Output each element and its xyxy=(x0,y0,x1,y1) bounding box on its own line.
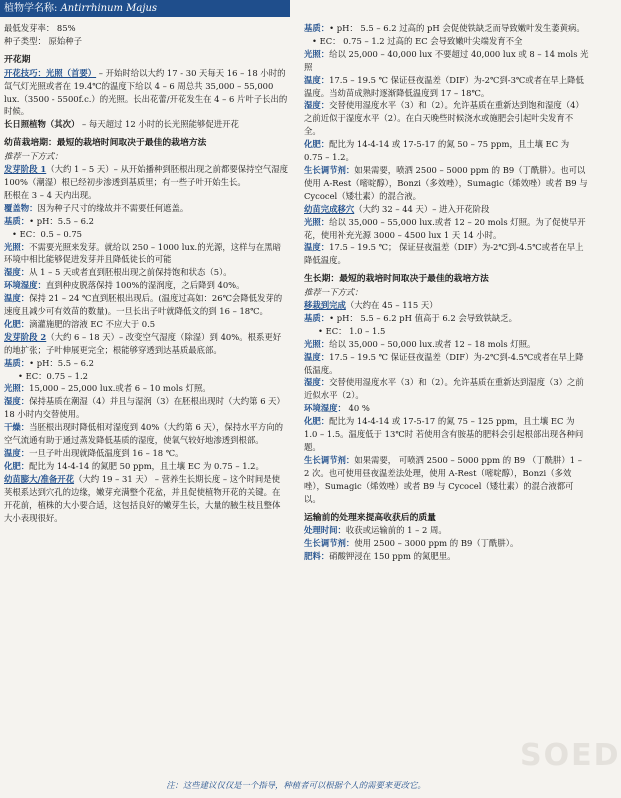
paragraph xyxy=(304,164,589,203)
paragraph-text: 给以 25,000 – 40,000 lux 不要超过 40,000 lux 或 8 – 14 mols 光照 xyxy=(304,48,589,72)
term-label: 生长调节剂： xyxy=(304,164,355,175)
term-label: 光照： xyxy=(304,338,330,349)
paragraph-text: • pH：5.5 – 6.2 xyxy=(29,357,94,368)
term-label: 温度： xyxy=(304,74,330,85)
paragraph-text: 如果需要，喷洒 2500 – 5000 ppm 的 B9（丁酰肼）。也可以使用 A-Rest（嘧啶醇），Bonzi（多效唑），Sumagic（烯效唑）或者 B9 与 Cycocel（矮壮素）的混合液。 xyxy=(304,164,588,201)
paragraph-text: 开花期 xyxy=(4,54,31,65)
term-label: 湿度： xyxy=(304,377,330,388)
paragraph-text: 硝酸钾浸在 150 ppm 的氮肥里。 xyxy=(329,551,456,562)
left-column xyxy=(4,22,288,524)
term-label: 幼苗膨大/准备开花 xyxy=(4,473,75,484)
paragraph xyxy=(304,138,589,164)
paragraph xyxy=(4,189,288,202)
paragraph-text: 给以 35,000 – 50,000 lux.或者 12 – 18 mols 灯照。 xyxy=(329,338,536,349)
paragraph xyxy=(4,266,288,279)
term-label: 光照： xyxy=(4,241,30,252)
paragraph xyxy=(4,241,288,267)
paragraph xyxy=(304,524,589,537)
paragraph-text: 胚根在 3 – 4 天内出现。 xyxy=(4,189,97,200)
paragraph-text: 保持基质在潮湿（4）并且与湿润（3）在胚根出现时（大约第 6 天）18 小时内交替使用。 xyxy=(4,396,285,420)
paragraph-text: 配比为 14-4-14 或 17-5-17 的氮 75 – 125 ppm，且土壤 EC 为 1.0 – 1.5。温度低于 13℃时 若使用含有胺基的肥料会引起根部出现各种问题。 xyxy=(304,416,584,452)
paragraph-text: 17.5 – 19.5 ℃ 保证昼夜温差（DIF）为-2℃到-4.5℃或者在早上降低温度。 xyxy=(304,351,584,375)
paragraph xyxy=(304,415,589,454)
paragraph xyxy=(304,299,589,312)
paragraph xyxy=(4,460,288,473)
paragraph xyxy=(304,312,589,325)
term-label: 化肥： xyxy=(4,318,30,329)
term-label: 温度： xyxy=(304,242,330,253)
paragraph xyxy=(304,48,589,74)
term-label: 处理时间： xyxy=(304,525,346,536)
paragraph-text: • pH： 5.5 – 6.2 过高的 pH 会促使铁缺乏而导致嫩叶发生萎黄病。 xyxy=(329,23,585,33)
right-column xyxy=(304,22,589,563)
paragraph xyxy=(304,402,589,415)
term-label: 开花技巧：光照（首要） xyxy=(4,67,97,78)
paragraph xyxy=(4,473,288,525)
paragraph-text: 生长期：最短的栽培时间取决于最佳的栽培方法 xyxy=(304,274,489,285)
paragraph xyxy=(4,67,288,119)
paragraph xyxy=(4,215,288,228)
paragraph xyxy=(304,537,589,550)
paragraph xyxy=(4,421,288,447)
paragraph xyxy=(304,286,589,299)
paragraph xyxy=(4,395,288,421)
paragraph-text: 配比为 14-4-14 的氮肥 50 ppm，且土壤 EC 为 0.75 – 1.2。 xyxy=(29,460,264,471)
term-label: 光照： xyxy=(4,383,30,394)
paragraph xyxy=(304,550,589,563)
paragraph-text: • EC： 0.75 – 1.2 过高的 EC 会导致嫩叶尖端发育不全 xyxy=(312,35,523,46)
paragraph xyxy=(4,357,288,370)
paragraph-text: 运输前的处理来提高收获后的质量 xyxy=(304,512,436,523)
paragraph-text: • pH：5.5 – 6.2 xyxy=(29,215,94,226)
term-label: 湿度： xyxy=(4,396,30,407)
term-label: 化肥： xyxy=(304,416,330,427)
paragraph-text: – 开始时给以大约 17 - 30 天每天 16 – 18 小时的氙气灯光照或者在 19.4℃的温度下给以 4 – 6 周总共 35,000 – 55,000 lux.（3500 - 5500f.c.）的光照。长出花蕾/开花发生在 4 – 6 片叶子长出的时候。 xyxy=(4,67,288,117)
paragraph-text: 种子类型： 原始种子 xyxy=(4,35,83,46)
paragraph xyxy=(4,370,288,383)
paragraph-text: 40 % xyxy=(345,403,370,414)
paragraph xyxy=(304,325,589,338)
footnote: 注：这些建议仅仅是一个指导，种植者可以根据个人的需要来更改它。 xyxy=(166,780,426,790)
paragraph-text: 从 1 – 5 天或者直到胚根出现之前保持饱和状态（5）。 xyxy=(29,267,232,278)
paragraph-text: 滴灌施肥的溶液 EC 不应大于 0.5 xyxy=(29,318,156,329)
paragraph xyxy=(4,202,288,215)
paragraph xyxy=(304,99,589,138)
term-label: 环境湿度： xyxy=(304,403,346,414)
term-label: 覆盖物： xyxy=(4,202,38,213)
term-label: 基质： xyxy=(4,215,30,226)
paragraph xyxy=(304,22,589,35)
paragraph-text: • pH： 5.5 – 6.2 pH 值高于 6.2 会导致铁缺乏。 xyxy=(329,312,517,323)
paragraph xyxy=(304,376,589,402)
section-heading xyxy=(4,54,288,67)
paragraph-text: 给以 35,000 – 55,000 lux.或者 12 – 20 mols 灯照。为了促使早开花，使用补充光源 3000 – 4500 lux 1 天 14 小时。 xyxy=(304,216,586,240)
paragraph xyxy=(304,35,589,48)
paragraph xyxy=(304,216,589,242)
paragraph-text: 使用 2500 – 3000 ppm 的 B9（丁酰肼）。 xyxy=(354,538,519,549)
paragraph xyxy=(304,351,589,377)
paragraph-text: 因为种子尺寸的缘故并不需要任何遮盖。 xyxy=(37,202,189,213)
term-label: 发芽阶段 2 xyxy=(4,331,47,342)
paragraph-text: 幼苗栽培期：最短的栽培时间取决于最佳的栽培方法 xyxy=(4,138,207,149)
paragraph xyxy=(4,447,288,460)
paragraph-text: 配比为 14-4-14 或 17-5-17 的氮 50 – 75 ppm，且土壤 EC 为 0.75 – 1.2。 xyxy=(304,139,570,163)
paragraph xyxy=(4,228,288,241)
paragraph xyxy=(4,318,288,331)
term-label: 温度： xyxy=(304,351,330,362)
paragraph-text: （大约 6 – 18 天）– 改变空气湿度（除湿）到 40%。根系更好的地扩张；子叶伸展更完全；根能够穿透到达基质最底部。 xyxy=(4,331,282,355)
paragraph-text: 15,000 – 25,000 lux.或者 6 – 10 mols 灯照。 xyxy=(29,383,211,394)
paragraph xyxy=(4,118,288,131)
botanical-name: Antirrhinum Majus xyxy=(60,3,158,14)
paragraph xyxy=(304,74,589,100)
term-label: 发芽阶段 1 xyxy=(4,164,47,175)
paragraph-text: 交替使用湿度水平（3）和（2）。允许基质在重新达到饱和湿度（4）之前近似于湿度水平（2）。在白天晚些时候浇水或施肥会引起叶尖发育不全。 xyxy=(304,100,584,137)
paragraph-text: （大约 19 – 31 天） – 营养生长期长度 – 这个时间是使荚根系达到穴孔的边缘，嫩芽充满整个花盆，并且促使植物开花的关键。在开花前，植株的大小要合适，这包括良好的嫩芽生长，大量的腋生枝且整体大小表现很好。 xyxy=(4,473,281,523)
paragraph xyxy=(4,35,288,48)
term-label: 光照： xyxy=(304,216,330,227)
section-heading xyxy=(304,273,589,286)
term-label: 肥料： xyxy=(304,551,330,562)
paragraph-text: 交替使用湿度水平（3）和（2）。允许基质在重新达到湿度（3）之前近似水平（2）。 xyxy=(304,377,584,401)
paragraph xyxy=(4,382,288,395)
term-label: 生长调节剂： xyxy=(304,538,355,549)
paragraph-text: 当胚根出现时降低相对湿度到 40%（大约第 6 天），保持水平方向的空气流通有助于通过蒸发降低基质的湿度，使氧气较好地渗透到根部。 xyxy=(4,422,283,446)
term-label: 湿度： xyxy=(4,267,30,278)
paragraph xyxy=(304,241,589,267)
paragraph xyxy=(4,22,288,35)
term-label: 生长调节剂： xyxy=(304,454,355,465)
term-label: 环境湿度： xyxy=(4,280,46,291)
paragraph-text: – 每天超过 12 小时的长光照能够促进开花 xyxy=(79,119,239,130)
paragraph-text: 最低发芽率： 85% xyxy=(4,23,76,33)
paragraph-text: 推荐一下方式： xyxy=(304,287,363,298)
paragraph xyxy=(4,150,288,163)
paragraph xyxy=(304,203,589,216)
term-label: 温度： xyxy=(4,448,30,458)
paragraph-text: • EC：0.75 – 1.2 xyxy=(18,370,88,381)
paragraph-text: 一旦子叶出现就降低温度到 16 – 18 ℃。 xyxy=(29,448,184,458)
term-label: 移栽到完成 xyxy=(304,300,346,311)
paragraph xyxy=(4,163,288,189)
paragraph-text: • EC： 1.0 – 1.5 xyxy=(318,325,386,336)
paragraph-text: 17.5 – 19.5 ℃； 保证昼夜温差（DIF）为-2℃到-4.5℃或者在早上降低温度。 xyxy=(304,242,584,266)
banner-label: 植物学名称: xyxy=(4,3,58,14)
paragraph-text: 17.5 – 19.5 ℃ 保证昼夜温差（DIF）为-2℃到-3℃或者在早上降低温度。当幼苗成熟时逐渐降低温度到 17 – 18℃。 xyxy=(304,74,584,98)
paragraph-text: 直到种皮脱落保持 100%的湿润度，之后降到 40%。 xyxy=(45,280,245,291)
term-label: 干燥： xyxy=(4,422,30,433)
term-label: 长日照植物（其次） xyxy=(4,119,80,130)
paragraph-text: 推荐一下方式： xyxy=(4,151,63,162)
section-heading xyxy=(4,137,288,150)
paragraph-text: • EC：0.5 – 0.75 xyxy=(12,228,82,239)
term-label: 温度： xyxy=(4,293,30,304)
paragraph xyxy=(304,454,589,506)
term-label: 基质： xyxy=(4,357,30,368)
section-heading xyxy=(304,512,589,525)
paragraph-text: （大约 32 – 44 天）– 进入开花阶段 xyxy=(354,203,490,214)
paragraph-text: （大约 1 – 5 天）– 从开始播种到胚根出现之前都要保持空气湿度 100%（潮湿）根已经初步渗透到基质里；有一些子叶开始生长。 xyxy=(4,164,288,187)
plant-name-banner xyxy=(0,0,290,17)
paragraph xyxy=(4,279,288,292)
paragraph-text: 收获或运输前的 1 – 2 周。 xyxy=(345,525,447,536)
term-label: 化肥： xyxy=(4,460,30,471)
term-label: 基质： xyxy=(304,23,330,33)
paragraph xyxy=(4,292,288,318)
term-label: 光照： xyxy=(304,48,330,59)
watermark: SOED xyxy=(520,738,621,773)
paragraph-text: 如果需要， 可喷洒 2500 – 5000 ppm 的 B9 （丁酰肼）1 – 2 次。也可使用昼夜温差法处理，使用 A-Rest（嘧啶醇），Bonzi（多效唑），Sumagic（烯效唑）或者 B9 与 Cycocel（矮壮素）的混合液都可以。 xyxy=(304,454,582,504)
paragraph-text: 保持 21 – 24 ℃直到胚根出现后。(温度过高如：26℃会降低发芽的速度且减少可有效苗的数量)。一旦长出子叶就降低文的到 16 – 18℃。 xyxy=(4,293,283,317)
paragraph-text: 不需要光照来发芽。就给以 250 – 1000 lux.的光源，这样与在黑暗环境中相比能够促进发芽并且降低徒长的可能 xyxy=(4,241,281,265)
term-label: 幼苗完成移穴 xyxy=(304,203,355,214)
term-label: 化肥： xyxy=(304,139,330,150)
paragraph xyxy=(304,338,589,351)
term-label: 基质： xyxy=(304,312,330,323)
term-label: 湿度： xyxy=(304,100,330,111)
paragraph-text: （大约在 45 – 115 天） xyxy=(345,300,438,311)
paragraph xyxy=(4,331,288,357)
